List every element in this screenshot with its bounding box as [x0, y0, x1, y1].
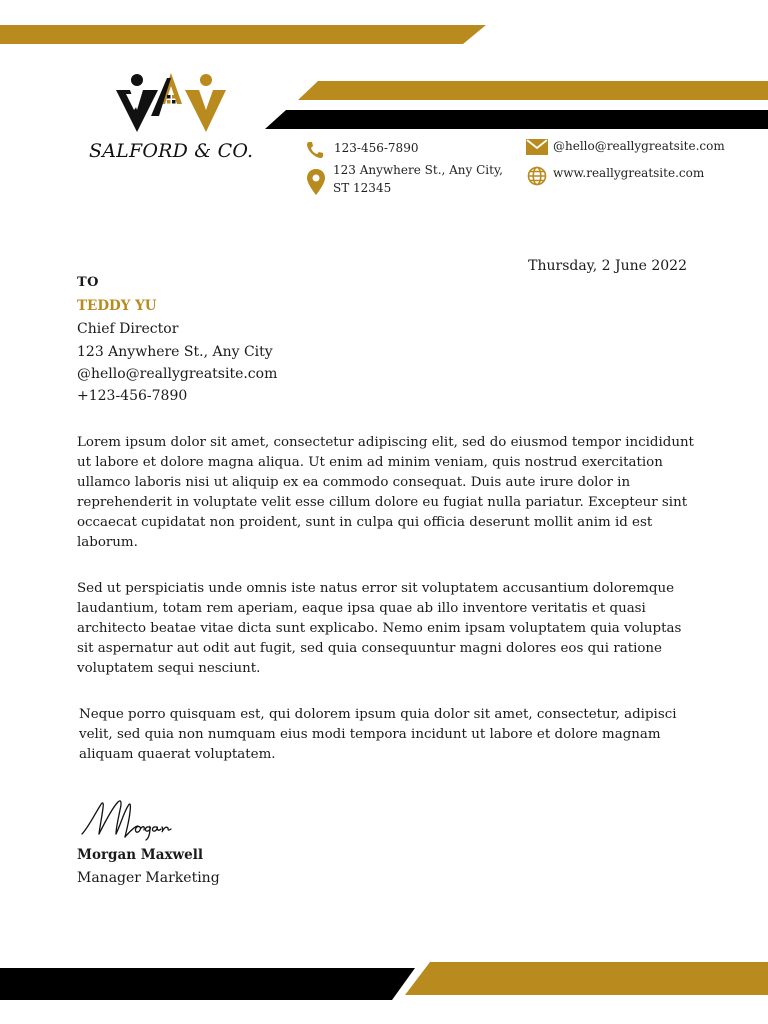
location-pin-icon — [306, 168, 326, 196]
globe-icon — [527, 166, 547, 186]
recipient-name: TEDDY YU — [77, 298, 157, 314]
header-email: @hello@reallygreatsite.com — [553, 139, 725, 153]
phone-icon — [305, 140, 325, 160]
to-label: TO — [77, 275, 99, 290]
letter-paragraph-2: Sed ut perspiciatis unde omnis iste natus error sit voluptatem accusantium doloremque laudantium, totam rem aperiam, eaque ipsa quae ab illo inventore veritatis et quasi architecto beatae vitae dicta sunt explicabo. Nemo enim ipsam voluptatem quia voluptas sit aspernatur aut odit aut fugit, sed quia consequuntur magni dolores eos qui ratione voluptatem sequi nesciunt. — [77, 581, 682, 676]
header-address-line2: ST 12345 — [333, 181, 392, 195]
right-black-bar — [265, 110, 768, 129]
header-phone: 123-456-7890 — [334, 141, 419, 155]
recipient-phone: +123-456-7890 — [77, 388, 188, 404]
company-logo-icon — [113, 70, 229, 134]
company-name: SALFORD & CO. — [89, 140, 254, 162]
recipient-title: Chief Director — [77, 321, 179, 337]
signature — [76, 792, 196, 844]
bottom-gold-bar — [405, 962, 768, 995]
header-website: www.reallygreatsite.com — [553, 166, 705, 180]
letter-paragraph-1: Lorem ipsum dolor sit amet, consectetur adipiscing elit, sed do eiusmod tempor incididunt ut labore et dolore magna aliqua. Ut enim ad minim veniam, quis nostrud exercitation ullamco laboris nisi ut aliquip ex ea commodo consequat. Duis aute irure dolor in reprehenderit in voluptate velit esse cillum dolore eu fugiat nulla pariatur. Excepteur sint occaecat cupidatat non proident, sunt in culpa qui officia deserunt mollit anim id est laborum. — [77, 435, 694, 550]
recipient-address: 123 Anywhere St., Any City — [77, 344, 273, 360]
bottom-black-bar — [0, 968, 415, 1000]
letter-paragraph-3: Neque porro quisquam est, qui dolorem ipsum quia dolor sit amet, consectetur, adipisci velit, sed quia non numquam eius modi tempora incidunt ut labore et dolore magnam aliquam quaerat voluptatem. — [79, 707, 677, 762]
mail-icon — [526, 139, 548, 155]
signer-role: Manager Marketing — [77, 870, 220, 886]
signer-name: Morgan Maxwell — [77, 847, 203, 863]
right-gold-bar — [298, 81, 768, 100]
header-address-line1: 123 Anywhere St., Any City, — [333, 163, 503, 177]
recipient-email: @hello@reallygreatsite.com — [77, 366, 278, 382]
letter-date: Thursday, 2 June 2022 — [528, 258, 687, 274]
top-gold-bar — [0, 25, 486, 44]
